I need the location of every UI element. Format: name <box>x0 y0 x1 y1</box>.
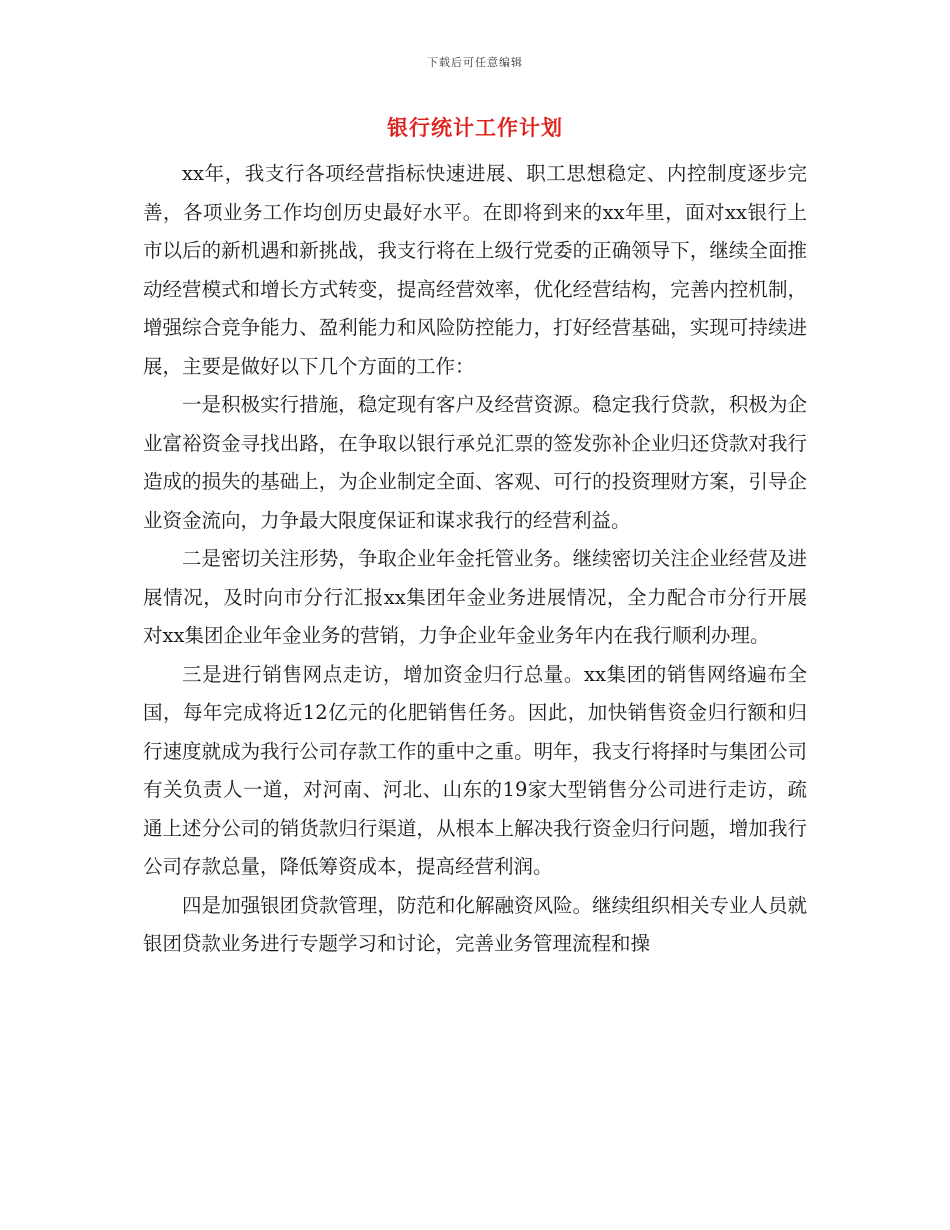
paragraph-item-4: 四是加强银团贷款管理，防范和化解融资风险。继续组织相关专业人员就银团贷款业务进行专题学习和讨论，完善业务管理流程和操 <box>143 893 807 955</box>
paragraph-intro: xx年，我支行各项经营指标快速进展、职工思想稳定、内控制度逐步完善，各项业务工作均创历史最好水平。在即将到来的xx年里，面对xx银行上市以后的新机遇和新挑战，我支行将在上级行党委的正确领导下，继续全面推动经营模式和增长方式转变，提高经营效率，优化经营结构，完善内控机制，增强综合竞争能力、盈利能力和风险防控能力，打好经营基础，实现可持续进展，主要是做好以下几个方面的工作： <box>143 162 807 378</box>
document-body <box>143 155 807 964</box>
paragraph-item-1: 一是积极实行措施，稳定现有客户及经营资源。稳定我行贷款，积极为企业富裕资金寻找出路，在争取以银行承兑汇票的签发弥补企业归还贷款对我行造成的损失的基础上，为企业制定全面、客观、可行的投资理财方案，引导企业资金流向，力争最大限度保证和谋求我行的经营利益。 <box>143 393 807 532</box>
paragraph-item-3: 三是进行销售网点走访，增加资金归行总量。xx集团的销售网络遍布全国，每年完成将近12亿元的化肥销售任务。因此，加快销售资金归行额和归行速度就成为我行公司存款工作的重中之重。明年，我支行将择时与集团公司有关负责人一道，对河南、河北、山东的19家大型销售分公司进行走访，疏通上述分公司的销货款归行渠道，从根本上解决我行资金归行问题，增加我行公司存款总量，降低筹资成本，提高经营利润。 <box>143 662 807 878</box>
document-title: 银行统计工作计划 <box>387 115 563 140</box>
paragraph-item-2: 二是密切关注形势，争取企业年金托管业务。继续密切关注企业经营及进展情况，及时向市分行汇报xx集团年金业务进展情况，全力配合市分行开展对xx集团企业年金业务的营销，力争企业年金业务年内在我行顺利办理。 <box>143 547 807 647</box>
header-note: 下载后可任意编辑 <box>427 56 523 69</box>
